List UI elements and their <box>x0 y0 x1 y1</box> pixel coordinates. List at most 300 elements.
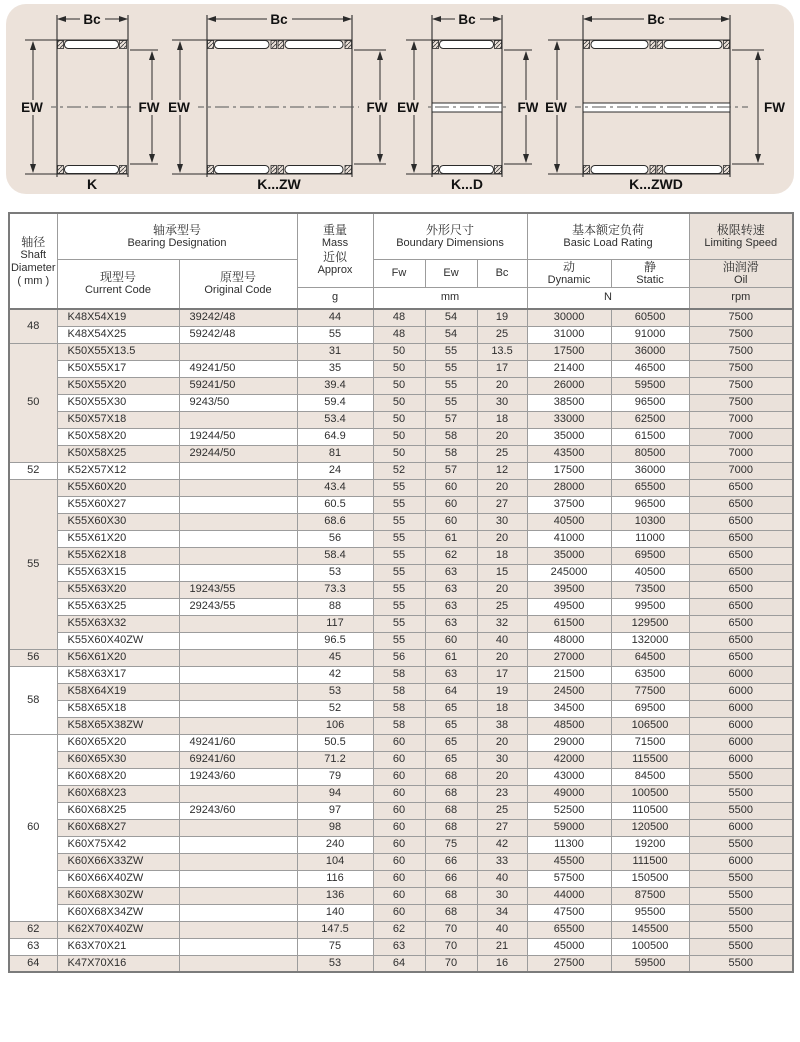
cell-limiting-speed: 5500 <box>689 887 793 904</box>
table-row <box>9 428 793 445</box>
table-row <box>9 904 793 921</box>
header-boundary-dimensions: 外形尺寸 Boundary Dimensions <box>373 213 527 259</box>
cell-original-code <box>179 496 297 513</box>
cell-ew: 57 <box>425 462 477 479</box>
cell-fw: 58 <box>373 717 425 734</box>
cell-dynamic-load: 11300 <box>527 836 611 853</box>
dim-bc-label: Bc <box>647 12 665 27</box>
cell-mass: 136 <box>297 887 373 904</box>
cell-bc: 25 <box>477 598 527 615</box>
cell-static-load: 129500 <box>611 615 689 632</box>
table-row <box>9 326 793 343</box>
cell-mass: 240 <box>297 836 373 853</box>
cell-original-code: 19244/50 <box>179 428 297 445</box>
cell-current-code: K60X68X20 <box>57 768 179 785</box>
cell-fw: 60 <box>373 734 425 751</box>
table-row <box>9 377 793 394</box>
cell-static-load: 46500 <box>611 360 689 377</box>
cell-fw: 64 <box>373 955 425 972</box>
cell-limiting-speed: 6500 <box>689 530 793 547</box>
shaft-diameter-value: 64 <box>9 955 57 972</box>
cell-bc: 27 <box>477 496 527 513</box>
cell-mass: 53.4 <box>297 411 373 428</box>
cell-original-code <box>179 666 297 683</box>
cell-limiting-speed: 7500 <box>689 343 793 360</box>
cell-mass: 71.2 <box>297 751 373 768</box>
cell-current-code: K60X68X34ZW <box>57 904 179 921</box>
cell-mass: 52 <box>297 700 373 717</box>
table-row <box>9 530 793 547</box>
header-mass: 重量 Mass 近似 Approx <box>297 213 373 287</box>
cell-original-code <box>179 904 297 921</box>
shaft-diameter-value: 56 <box>9 649 57 666</box>
cell-current-code: K55X63X15 <box>57 564 179 581</box>
header-current-code: 现型号 Current Code <box>57 259 179 309</box>
cell-original-code <box>179 632 297 649</box>
table-row <box>9 547 793 564</box>
cell-static-load: 150500 <box>611 870 689 887</box>
cell-limiting-speed: 6000 <box>689 734 793 751</box>
cell-bc: 20 <box>477 581 527 598</box>
cell-original-code <box>179 819 297 836</box>
cell-mass: 75 <box>297 938 373 955</box>
cell-static-load: 71500 <box>611 734 689 751</box>
cell-mass: 50.5 <box>297 734 373 751</box>
cell-static-load: 100500 <box>611 938 689 955</box>
cell-static-load: 59500 <box>611 377 689 394</box>
cell-fw: 50 <box>373 343 425 360</box>
table-row <box>9 649 793 666</box>
cell-limiting-speed: 6500 <box>689 632 793 649</box>
table-body <box>9 309 793 972</box>
cell-original-code: 9243/50 <box>179 394 297 411</box>
cell-limiting-speed: 5500 <box>689 768 793 785</box>
header-limiting-speed: 极限转速 Limiting Speed <box>689 213 793 259</box>
type-label-kzw: K...ZW <box>257 176 301 192</box>
cell-bc: 38 <box>477 717 527 734</box>
cell-original-code: 29243/55 <box>179 598 297 615</box>
cell-bc: 30 <box>477 394 527 411</box>
table-row <box>9 785 793 802</box>
cell-original-code <box>179 649 297 666</box>
cell-mass: 81 <box>297 445 373 462</box>
cell-ew: 55 <box>425 343 477 360</box>
header-bearing-designation: 轴承型号 Bearing Designation <box>57 213 297 259</box>
cell-limiting-speed: 5500 <box>689 802 793 819</box>
cell-limiting-speed: 7000 <box>689 428 793 445</box>
cell-current-code: K47X70X16 <box>57 955 179 972</box>
cell-fw: 62 <box>373 921 425 938</box>
cell-bc: 40 <box>477 870 527 887</box>
cell-ew: 70 <box>425 938 477 955</box>
cell-current-code: K60X68X27 <box>57 819 179 836</box>
dim-ew-label: EW <box>545 100 567 115</box>
shaft-diameter-value: 55 <box>9 479 57 649</box>
dim-bc-label: Bc <box>458 12 476 27</box>
cell-fw: 55 <box>373 581 425 598</box>
cell-fw: 55 <box>373 598 425 615</box>
cell-fw: 60 <box>373 819 425 836</box>
cell-current-code: K55X63X20 <box>57 581 179 598</box>
cell-static-load: 36000 <box>611 462 689 479</box>
cell-ew: 68 <box>425 887 477 904</box>
cell-ew: 55 <box>425 377 477 394</box>
shaft-diameter-value: 62 <box>9 921 57 938</box>
cell-ew: 63 <box>425 564 477 581</box>
cell-current-code: K62X70X40ZW <box>57 921 179 938</box>
cell-bc: 12 <box>477 462 527 479</box>
cell-dynamic-load: 39500 <box>527 581 611 598</box>
cell-mass: 147.5 <box>297 921 373 938</box>
header-original-code: 原型号 Original Code <box>179 259 297 309</box>
cell-dynamic-load: 245000 <box>527 564 611 581</box>
cell-bc: 33 <box>477 853 527 870</box>
cell-dynamic-load: 38500 <box>527 394 611 411</box>
cell-static-load: 87500 <box>611 887 689 904</box>
cell-ew: 65 <box>425 751 477 768</box>
cell-current-code: K55X62X18 <box>57 547 179 564</box>
cell-limiting-speed: 6500 <box>689 649 793 666</box>
header-unit-rpm: rpm <box>689 287 793 309</box>
cell-fw: 52 <box>373 462 425 479</box>
cell-mass: 116 <box>297 870 373 887</box>
cell-ew: 65 <box>425 734 477 751</box>
cell-limiting-speed: 7500 <box>689 360 793 377</box>
shaft-diameter-value: 50 <box>9 343 57 462</box>
shaft-diameter-value: 60 <box>9 734 57 921</box>
table-row <box>9 564 793 581</box>
table-row <box>9 819 793 836</box>
shaft-diameter-value: 48 <box>9 309 57 343</box>
cell-dynamic-load: 29000 <box>527 734 611 751</box>
shaft-diameter-value: 63 <box>9 938 57 955</box>
cell-ew: 66 <box>425 870 477 887</box>
cell-dynamic-load: 37500 <box>527 496 611 513</box>
cell-dynamic-load: 27500 <box>527 955 611 972</box>
cell-limiting-speed: 6000 <box>689 683 793 700</box>
cell-ew: 63 <box>425 666 477 683</box>
cell-bc: 30 <box>477 513 527 530</box>
cell-ew: 58 <box>425 445 477 462</box>
cell-ew: 54 <box>425 309 477 326</box>
cell-static-load: 111500 <box>611 853 689 870</box>
cell-mass: 45 <box>297 649 373 666</box>
cell-dynamic-load: 21400 <box>527 360 611 377</box>
cell-static-load: 65500 <box>611 479 689 496</box>
cell-ew: 68 <box>425 819 477 836</box>
cell-ew: 63 <box>425 581 477 598</box>
table-row <box>9 445 793 462</box>
cell-mass: 60.5 <box>297 496 373 513</box>
cell-limiting-speed: 6000 <box>689 666 793 683</box>
cell-mass: 98 <box>297 819 373 836</box>
cell-original-code: 69241/60 <box>179 751 297 768</box>
cell-mass: 42 <box>297 666 373 683</box>
cell-fw: 55 <box>373 564 425 581</box>
bearing-spec-table <box>8 212 794 973</box>
cell-bc: 21 <box>477 938 527 955</box>
cell-dynamic-load: 49000 <box>527 785 611 802</box>
cell-original-code <box>179 683 297 700</box>
cell-limiting-speed: 7500 <box>689 394 793 411</box>
table-row <box>9 836 793 853</box>
cell-current-code: K55X61X20 <box>57 530 179 547</box>
cell-static-load: 64500 <box>611 649 689 666</box>
cell-current-code: K55X60X30 <box>57 513 179 530</box>
dim-fw-label: FW <box>517 100 539 115</box>
cell-limiting-speed: 7500 <box>689 326 793 343</box>
bearing-diagrams <box>0 0 800 200</box>
table-row <box>9 462 793 479</box>
table-row <box>9 887 793 904</box>
cell-fw: 48 <box>373 309 425 326</box>
cell-static-load: 106500 <box>611 717 689 734</box>
cell-original-code <box>179 530 297 547</box>
table-row <box>9 632 793 649</box>
table-row <box>9 309 793 326</box>
cell-dynamic-load: 21500 <box>527 666 611 683</box>
cell-current-code: K50X55X17 <box>57 360 179 377</box>
table-row <box>9 700 793 717</box>
cell-bc: 20 <box>477 530 527 547</box>
cell-fw: 60 <box>373 836 425 853</box>
table-row <box>9 751 793 768</box>
cell-static-load: 145500 <box>611 921 689 938</box>
cell-current-code: K60X65X20 <box>57 734 179 751</box>
cell-original-code <box>179 547 297 564</box>
dim-fw-label: FW <box>138 100 160 115</box>
cell-ew: 55 <box>425 394 477 411</box>
cell-ew: 70 <box>425 955 477 972</box>
type-label-k: K <box>86 176 98 192</box>
cell-fw: 60 <box>373 802 425 819</box>
header-oil: 油润滑 Oil <box>689 259 793 287</box>
cell-bc: 20 <box>477 428 527 445</box>
cell-static-load: 120500 <box>611 819 689 836</box>
dim-fw-label: FW <box>764 100 785 115</box>
cell-mass: 56 <box>297 530 373 547</box>
table-row <box>9 343 793 360</box>
cell-mass: 35 <box>297 360 373 377</box>
table-row <box>9 479 793 496</box>
cell-mass: 24 <box>297 462 373 479</box>
cell-original-code <box>179 955 297 972</box>
cell-fw: 63 <box>373 938 425 955</box>
cell-ew: 75 <box>425 836 477 853</box>
cell-static-load: 10300 <box>611 513 689 530</box>
table-row <box>9 734 793 751</box>
header-unit-mm: mm <box>373 287 527 309</box>
cell-fw: 60 <box>373 904 425 921</box>
cell-mass: 79 <box>297 768 373 785</box>
cell-static-load: 60500 <box>611 309 689 326</box>
shaft-diameter-value: 52 <box>9 462 57 479</box>
cell-original-code <box>179 921 297 938</box>
cell-dynamic-load: 48500 <box>527 717 611 734</box>
cell-static-load: 63500 <box>611 666 689 683</box>
cell-original-code: 29243/60 <box>179 802 297 819</box>
table-row <box>9 870 793 887</box>
cell-bc: 40 <box>477 921 527 938</box>
cell-ew: 57 <box>425 411 477 428</box>
cell-mass: 106 <box>297 717 373 734</box>
table-row <box>9 513 793 530</box>
cell-original-code <box>179 853 297 870</box>
cell-mass: 68.6 <box>297 513 373 530</box>
cell-current-code: K60X68X25 <box>57 802 179 819</box>
cell-dynamic-load: 27000 <box>527 649 611 666</box>
diagram-svg <box>0 0 800 200</box>
cell-static-load: 80500 <box>611 445 689 462</box>
cell-fw: 60 <box>373 768 425 785</box>
cell-static-load: 99500 <box>611 598 689 615</box>
cell-mass: 104 <box>297 853 373 870</box>
cell-current-code: K50X55X20 <box>57 377 179 394</box>
cell-mass: 44 <box>297 309 373 326</box>
cell-static-load: 73500 <box>611 581 689 598</box>
cell-bc: 25 <box>477 802 527 819</box>
table-row <box>9 768 793 785</box>
dim-fw-label: FW <box>366 100 388 115</box>
cell-fw: 50 <box>373 411 425 428</box>
cell-mass: 97 <box>297 802 373 819</box>
cell-mass: 140 <box>297 904 373 921</box>
cell-static-load: 115500 <box>611 751 689 768</box>
cell-dynamic-load: 31000 <box>527 326 611 343</box>
table-row <box>9 666 793 683</box>
cell-dynamic-load: 45500 <box>527 853 611 870</box>
table-row <box>9 360 793 377</box>
cell-current-code: K52X57X12 <box>57 462 179 479</box>
cell-limiting-speed: 6000 <box>689 700 793 717</box>
cell-ew: 60 <box>425 496 477 513</box>
cell-dynamic-load: 47500 <box>527 904 611 921</box>
header-shaft-diameter: 轴径 Shaft Diameter ( mm ) <box>9 213 57 309</box>
cell-original-code: 29244/50 <box>179 445 297 462</box>
cell-static-load: 96500 <box>611 394 689 411</box>
cell-dynamic-load: 41000 <box>527 530 611 547</box>
cell-limiting-speed: 5500 <box>689 836 793 853</box>
cell-limiting-speed: 6000 <box>689 819 793 836</box>
table-row <box>9 921 793 938</box>
table-row <box>9 717 793 734</box>
cell-limiting-speed: 5500 <box>689 921 793 938</box>
cell-dynamic-load: 65500 <box>527 921 611 938</box>
cell-original-code <box>179 785 297 802</box>
cell-original-code <box>179 717 297 734</box>
dim-ew-label: EW <box>397 100 419 115</box>
cell-static-load: 110500 <box>611 802 689 819</box>
cell-bc: 16 <box>477 955 527 972</box>
cell-original-code: 39242/48 <box>179 309 297 326</box>
cell-original-code <box>179 411 297 428</box>
cell-bc: 23 <box>477 785 527 802</box>
table-header <box>9 213 793 309</box>
cell-original-code <box>179 700 297 717</box>
table-row <box>9 853 793 870</box>
cell-mass: 58.4 <box>297 547 373 564</box>
cell-current-code: K58X65X38ZW <box>57 717 179 734</box>
cell-ew: 58 <box>425 428 477 445</box>
table-row <box>9 496 793 513</box>
cell-current-code: K58X63X17 <box>57 666 179 683</box>
table-row <box>9 938 793 955</box>
cell-original-code <box>179 564 297 581</box>
cell-bc: 13.5 <box>477 343 527 360</box>
cell-dynamic-load: 59000 <box>527 819 611 836</box>
cell-mass: 96.5 <box>297 632 373 649</box>
cell-ew: 68 <box>425 785 477 802</box>
cell-ew: 60 <box>425 513 477 530</box>
cell-limiting-speed: 6500 <box>689 564 793 581</box>
cell-dynamic-load: 17500 <box>527 462 611 479</box>
cell-ew: 63 <box>425 615 477 632</box>
header-basic-load-rating: 基本额定负荷 Basic Load Rating <box>527 213 689 259</box>
cell-bc: 19 <box>477 309 527 326</box>
cell-limiting-speed: 6500 <box>689 479 793 496</box>
cell-dynamic-load: 28000 <box>527 479 611 496</box>
cell-limiting-speed: 7500 <box>689 377 793 394</box>
cell-bc: 17 <box>477 666 527 683</box>
cell-dynamic-load: 52500 <box>527 802 611 819</box>
table-row <box>9 581 793 598</box>
cell-current-code: K48X54X25 <box>57 326 179 343</box>
cell-limiting-speed: 7000 <box>689 411 793 428</box>
cell-ew: 61 <box>425 649 477 666</box>
cell-current-code: K60X68X30ZW <box>57 887 179 904</box>
cell-dynamic-load: 33000 <box>527 411 611 428</box>
cell-limiting-speed: 5500 <box>689 870 793 887</box>
cell-ew: 65 <box>425 700 477 717</box>
cell-mass: 73.3 <box>297 581 373 598</box>
cell-static-load: 69500 <box>611 700 689 717</box>
cell-static-load: 91000 <box>611 326 689 343</box>
cell-mass: 94 <box>297 785 373 802</box>
table-row <box>9 683 793 700</box>
cell-fw: 55 <box>373 547 425 564</box>
table-row <box>9 955 793 972</box>
cell-bc: 25 <box>477 445 527 462</box>
cell-original-code: 19243/60 <box>179 768 297 785</box>
cell-original-code <box>179 615 297 632</box>
cell-bc: 20 <box>477 479 527 496</box>
cell-bc: 32 <box>477 615 527 632</box>
type-label-kzwd: K...ZWD <box>629 176 683 192</box>
cell-fw: 48 <box>373 326 425 343</box>
cell-static-load: 100500 <box>611 785 689 802</box>
cell-static-load: 19200 <box>611 836 689 853</box>
cell-original-code <box>179 938 297 955</box>
cell-fw: 50 <box>373 394 425 411</box>
cell-dynamic-load: 44000 <box>527 887 611 904</box>
table-row <box>9 598 793 615</box>
cell-original-code: 59242/48 <box>179 326 297 343</box>
cell-limiting-speed: 6500 <box>689 615 793 632</box>
cell-current-code: K60X66X40ZW <box>57 870 179 887</box>
header-static: 静 Static <box>611 259 689 287</box>
header-unit-n: N <box>527 287 689 309</box>
cell-current-code: K55X60X20 <box>57 479 179 496</box>
cell-dynamic-load: 49500 <box>527 598 611 615</box>
cell-fw: 50 <box>373 428 425 445</box>
cell-fw: 60 <box>373 853 425 870</box>
cell-original-code: 49241/60 <box>179 734 297 751</box>
cell-original-code: 49241/50 <box>179 360 297 377</box>
cell-ew: 60 <box>425 479 477 496</box>
cell-mass: 59.4 <box>297 394 373 411</box>
cell-ew: 70 <box>425 921 477 938</box>
cell-mass: 88 <box>297 598 373 615</box>
